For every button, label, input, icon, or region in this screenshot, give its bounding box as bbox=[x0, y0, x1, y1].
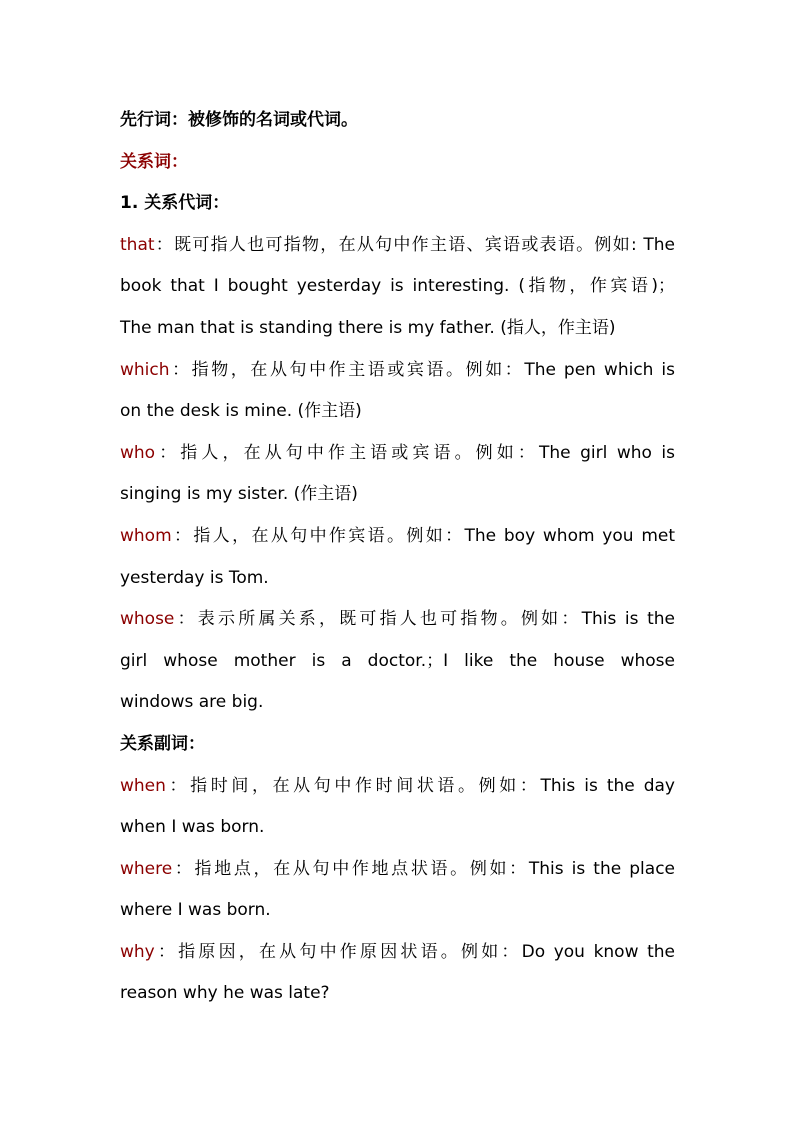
term-which: which bbox=[120, 359, 170, 380]
who-line-1 bbox=[120, 433, 675, 475]
which-line-2: on the desk is mine. (作主语) bbox=[120, 401, 362, 422]
where-text-1: ：指地点，在从句中作地点状语。例如：This is the place bbox=[172, 858, 675, 879]
that-text-1: ：既可指人也可指物，在从句中作主语、宾语或表语。例如: The bbox=[154, 234, 675, 255]
that-line-1 bbox=[120, 225, 675, 267]
adverbs-heading: 关系副词： bbox=[120, 733, 205, 754]
whose-line-3: windows are big. bbox=[120, 692, 264, 713]
definition-line: 先行词：被修饰的名词或代词。 bbox=[120, 110, 358, 130]
whose-line-1 bbox=[120, 599, 675, 641]
who-line-2: singing is my sister. (作主语) bbox=[120, 484, 358, 505]
which-text-1: ：指物，在从句中作主语或宾语。例如：The pen which is bbox=[169, 359, 675, 380]
pronouns-heading: 1. 关系代词： bbox=[120, 193, 230, 214]
which-line-1 bbox=[120, 350, 675, 392]
why-line-2: reason why he was late? bbox=[120, 983, 330, 1004]
where-line-2: where I was born. bbox=[120, 900, 271, 921]
term-whom: whom bbox=[120, 525, 172, 546]
relatives-heading: 关系词： bbox=[120, 151, 188, 172]
that-line-2: book that I bought yesterday is interesting. (指物，作宾语)； bbox=[120, 276, 675, 297]
whom-line-1 bbox=[120, 516, 675, 558]
when-line-1 bbox=[120, 766, 675, 808]
term-when: when bbox=[120, 775, 166, 796]
term-where: where bbox=[120, 858, 173, 879]
where-line-1 bbox=[120, 849, 675, 891]
term-why: why bbox=[120, 941, 155, 962]
why-text-1: ：指原因，在从句中作原因状语。例如：Do you know the bbox=[154, 941, 675, 962]
that-line-3: The man that is standing there is my father. (指人，作主语) bbox=[120, 317, 616, 338]
document-body bbox=[120, 100, 675, 1015]
whose-text-1: ：表示所属关系，既可指人也可指物。例如：This is the bbox=[174, 609, 675, 630]
term-whose: whose bbox=[120, 609, 175, 630]
whom-line-2: yesterday is Tom. bbox=[120, 567, 269, 588]
term-that: that bbox=[120, 234, 155, 255]
who-text-1: ：指人，在从句中作主语或宾语。例如：The girl who is bbox=[155, 442, 675, 463]
whose-line-2: girl whose mother is a doctor.；I like the house whose bbox=[120, 650, 675, 671]
why-line-1 bbox=[120, 932, 675, 974]
when-text-1: ：指时间，在从句中作时间状语。例如：This is the day bbox=[165, 775, 675, 796]
when-line-2: when I was born. bbox=[120, 817, 265, 838]
whom-text-1: ：指人，在从句中作宾语。例如：The boy whom you met bbox=[171, 525, 675, 546]
term-who: who bbox=[120, 442, 156, 463]
